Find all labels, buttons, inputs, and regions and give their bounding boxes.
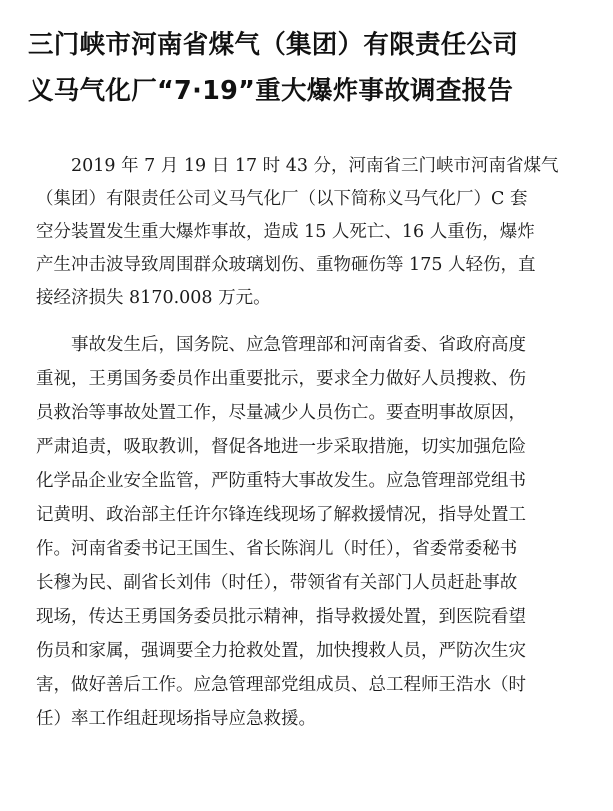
- paragraph-1-line-5: 接经济损失 8170.008 万元。: [36, 288, 271, 308]
- report-title-line-2: 义马气化厂“7·19”重大爆炸事故调查报告: [28, 76, 514, 106]
- paragraph-1-line-1: 2019 年 7 月 19 日 17 时 43 分，河南省三门峡市河南省煤气: [71, 156, 559, 176]
- paragraph-2-line-6: 记黄明、政治部主任许尔锋连线现场了解救援情况，指导处置工: [36, 505, 526, 525]
- paragraph-2-line-4: 严肃追责，吸取教训，督促各地进一步采取措施，切实加强危险: [36, 437, 526, 457]
- paragraph-2-line-2: 重视，王勇国务委员作出重要批示，要求全力做好人员搜救、伤: [36, 369, 526, 389]
- paragraph-1-line-4: 产生冲击波导致周围群众玻璃划伤、重物砸伤等 175 人轻伤，直: [36, 255, 536, 275]
- paragraph-2-line-7: 作。河南省委书记王国生、省长陈润儿（时任），省委常委秘书: [36, 539, 518, 559]
- paragraph-2-line-11: 害，做好善后工作。应急管理部党组成员、总工程师王浩水（时: [36, 675, 526, 695]
- paragraph-2-line-12: 任）率工作组赶现场指导应急救援。: [36, 709, 316, 729]
- paragraph-2-line-10: 伤员和家属，强调要全力抢救处置，加快搜救人员，严防次生灾: [36, 641, 526, 661]
- paragraph-2-line-5: 化学品企业安全监管，严防重特大事故发生。应急管理部党组书: [36, 471, 526, 491]
- paragraph-1-line-3: 空分装置发生重大爆炸事故，造成 15 人死亡、16 人重伤，爆炸: [36, 222, 535, 242]
- paragraph-2-line-9: 现场，传达王勇国务委员批示精神，指导救援处置，到医院看望: [36, 607, 526, 627]
- paragraph-2-line-3: 员救治等事故处置工作，尽量减少人员伤亡。要查明事故原因，: [36, 403, 526, 423]
- report-title-line-1: 三门峡市河南省煤气（集团）有限责任公司: [28, 30, 519, 60]
- paragraph-2-line-8: 长穆为民、副省长刘伟（时任），带领省有关部门人员赶赴事故: [36, 573, 518, 593]
- paragraph-1-line-2: （集团）有限责任公司义马气化厂（以下简称义马气化厂）C 套: [36, 189, 528, 209]
- paragraph-2-line-1: 事故发生后，国务院、应急管理部和河南省委、省政府高度: [71, 335, 526, 355]
